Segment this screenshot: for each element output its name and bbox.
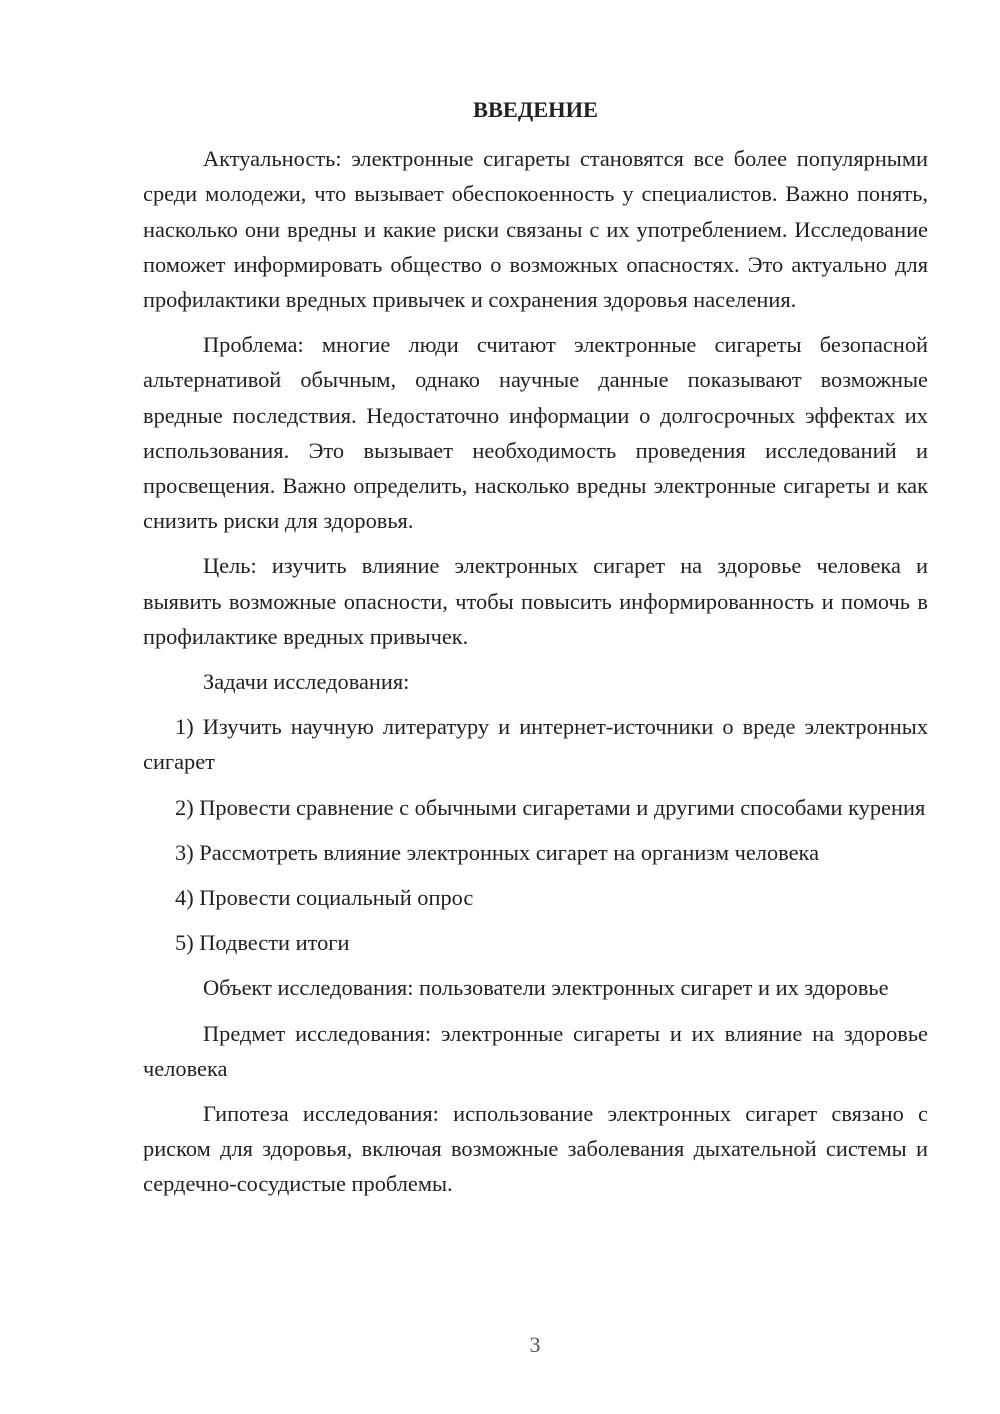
paragraph-hypothesis: Гипотеза исследования: использование электронных сигарет связано с риском для здоровья, включая возможные заболевания дыхательной системы и сердечно-сосудистые проблемы. <box>143 1101 928 1197</box>
task-item-2: 2) Провести сравнение с обычными сигаретами и другими способами курения <box>175 794 926 820</box>
paragraph-relevance: Актуальность: электронные сигареты становятся все более популярными среди молодежи, что вызывает обеспокоенность у специалистов. Важно понять, насколько они вредны и какие риски связаны с их употреблением. Исследование поможет информировать общество о возможных опасностях. Это актуально для профилактики вредных привычек и сохранения здоровья населения. <box>143 146 928 313</box>
section-title: ВВЕДЕНИЕ <box>473 97 598 122</box>
tasks-list <box>143 709 928 960</box>
task-item-1: 1) Изучить научную литературу и интернет-источники о вреде электронных сигарет <box>143 714 928 775</box>
paragraph-problem: Проблема: многие люди считают электронные сигареты безопасной альтернативой обычным, однако научные данные показывают возможные вредные последствия. Недостаточно информации о долгосрочных эффектах их использования. Это вызывает необходимость проведения исследований и просвещения. Важно определить, насколько вредны электронные сигареты и как снизить риски для здоровья. <box>143 332 928 534</box>
page-number: 3 <box>529 1332 541 1357</box>
paragraph-subject: Предмет исследования: электронные сигареты и их влияние на здоровье человека <box>143 1020 928 1081</box>
paragraph-goal: Цель: изучить влияние электронных сигарет на здоровье человека и выявить возможные опасности, чтобы повысить информированность и помочь в профилактике вредных привычек. <box>143 553 928 649</box>
task-item-3: 3) Рассмотреть влияние электронных сигарет на организм человека <box>175 839 820 865</box>
paragraph-object: Объект исследования: пользователи электронных сигарет и их здоровье <box>203 975 889 1001</box>
tasks-heading: Задачи исследования: <box>203 669 410 695</box>
document-page <box>143 92 928 1212</box>
task-item-5: 5) Подвести итоги <box>175 930 350 956</box>
task-item-4: 4) Провести социальный опрос <box>175 885 474 911</box>
